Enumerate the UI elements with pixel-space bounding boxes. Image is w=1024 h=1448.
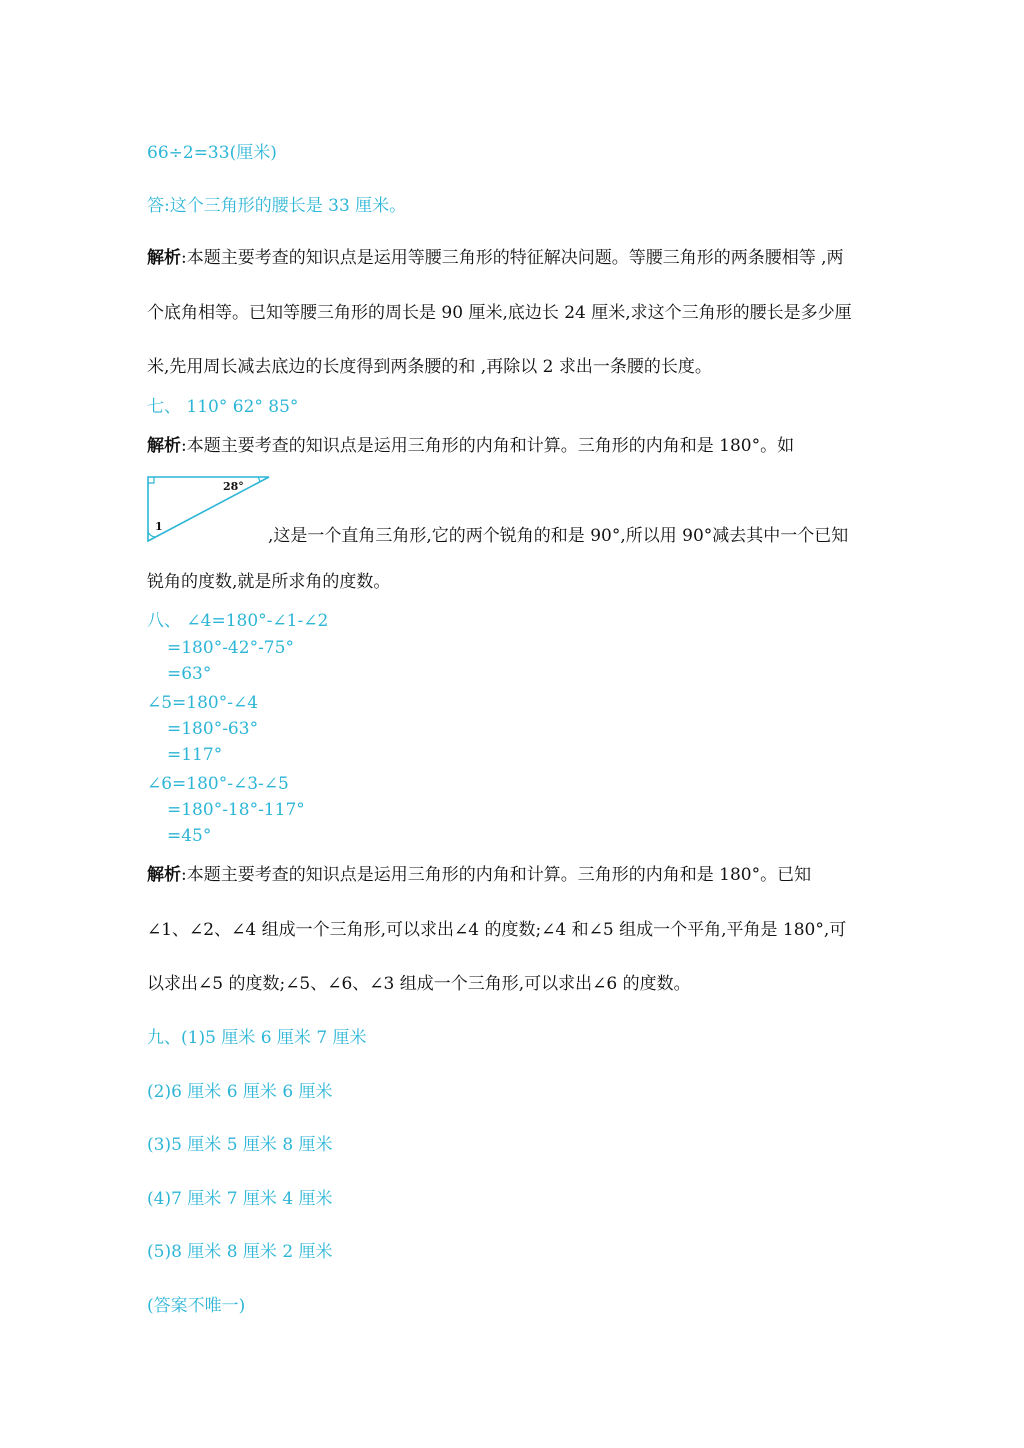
answer-line: (5)8 厘米 8 厘米 2 厘米 [147, 1242, 333, 1262]
answer-line: =117° [167, 745, 223, 765]
answer-line: (3)5 厘米 5 厘米 8 厘米 [147, 1135, 333, 1155]
analysis-line: 以求出∠5 的度数;∠5、∠6、∠3 组成一个三角形,可以求出∠6 的度数。 [147, 974, 691, 994]
right-triangle-figure [145, 474, 275, 546]
answer-line: =180°-42°-75° [167, 638, 294, 658]
answer-line: 66÷2=33(厘米) [147, 143, 277, 163]
answer-line: =63° [167, 664, 212, 684]
analysis-text: :本题主要考查的知识点是运用等腰三角形的特征解决问题。等腰三角形的两条腰相等 ,两 [181, 248, 844, 268]
analysis-text: :本题主要考查的知识点是运用三角形的内角和计算。三角形的内角和是 180°。如 [181, 436, 795, 456]
analysis-label: 解析 [147, 436, 181, 456]
analysis-paragraph [147, 247, 844, 269]
answer-line: 七、 110° 62° 85° [147, 397, 299, 417]
angle-arc [148, 532, 155, 537]
analysis-paragraph [147, 435, 794, 457]
answer-line: 八、 ∠4=180°-∠1-∠2 [147, 611, 329, 631]
angle-label: 1 [155, 520, 163, 533]
answer-line: (4)7 厘米 7 厘米 4 厘米 [147, 1189, 333, 1209]
answer-line: ∠5=180°-∠4 [147, 693, 259, 713]
answer-line: 答:这个三角形的腰长是 33 厘米。 [147, 196, 407, 216]
analysis-line: 米,先用周长减去底边的长度得到两条腰的和 ,再除以 2 求出一条腰的长度。 [147, 357, 712, 377]
analysis-line: 个底角相等。已知等腰三角形的周长是 90 厘米,底边长 24 厘米,求这个三角形的腰长是多少厘 [147, 303, 852, 323]
answer-line: (2)6 厘米 6 厘米 6 厘米 [147, 1082, 333, 1102]
analysis-text: :本题主要考查的知识点是运用三角形的内角和计算。三角形的内角和是 180°。已知 [181, 865, 812, 885]
analysis-label: 解析 [147, 248, 181, 268]
analysis-line: ∠1、∠2、∠4 组成一个三角形,可以求出∠4 的度数;∠4 和∠5 组成一个平角,平角是 180°,可 [147, 920, 847, 940]
angle-label: 28° [223, 480, 244, 493]
answer-line: =45° [167, 826, 212, 846]
answer-line: 九、(1)5 厘米 6 厘米 7 厘米 [147, 1028, 367, 1048]
right-angle-marker [148, 477, 154, 483]
analysis-line: 锐角的度数,就是所求角的度数。 [147, 572, 391, 592]
answer-line: ∠6=180°-∠3-∠5 [147, 774, 289, 794]
answer-line: =180°-18°-117° [167, 800, 305, 820]
answer-note: (答案不唯一) [147, 1296, 246, 1316]
triangle-outline [148, 477, 269, 541]
answer-line: =180°-63° [167, 719, 259, 739]
analysis-line: ,这是一个直角三角形,它的两个锐角的和是 90°,所以用 90°减去其中一个已知 [268, 526, 849, 546]
analysis-label: 解析 [147, 865, 181, 885]
analysis-paragraph [147, 864, 811, 886]
